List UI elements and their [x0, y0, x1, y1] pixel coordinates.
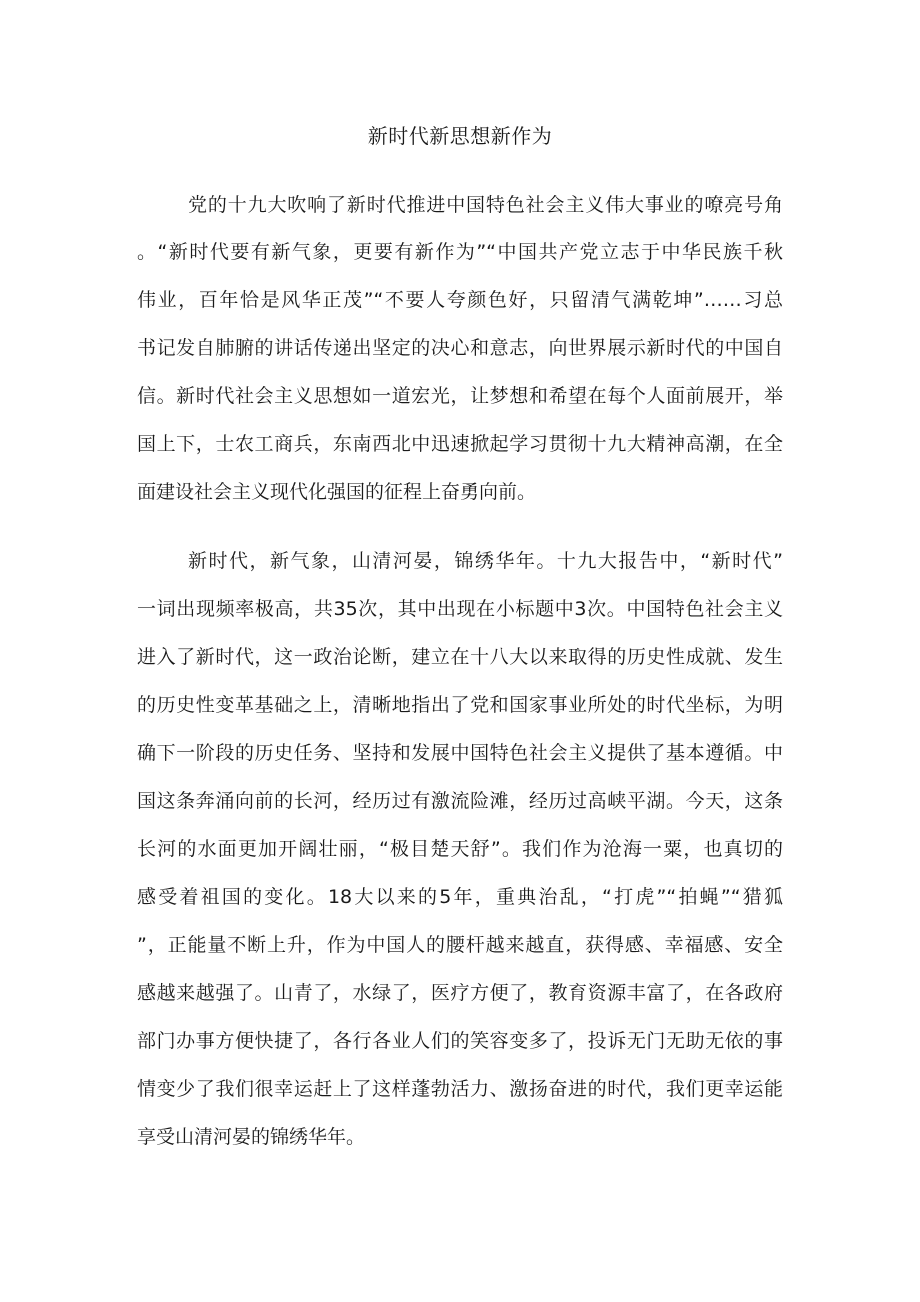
- paragraph-1-line: 书记发自肺腑的讲话传递出坚定的决心和意志，向世界展示新时代的中国自: [137, 337, 783, 359]
- document-title: 新时代新思想新作为: [367, 124, 553, 148]
- paragraph-2-line: 享受山清河晏的锦绣华年。: [137, 1126, 366, 1148]
- paragraph-2-line: 情变少了我们很幸运赶上了这样蓬勃活力、激扬奋进的时代，我们更幸运能: [137, 1078, 783, 1100]
- paragraph-2-line: 感越来越强了。山青了，水绿了，医疗方便了，教育资源丰富了，在各政府: [137, 982, 783, 1004]
- paragraph-2-line: 感受着祖国的变化。18大以来的5年，重典治乱，“打虎”“拍蝇”“猎狐: [137, 886, 783, 908]
- paragraph-1-line: 。“新时代要有新气象，更要有新作为”“中国共产党立志于中华民族千秋: [137, 241, 783, 263]
- paragraph-1-line: 党的十九大吹响了新时代推进中国特色社会主义伟大事业的嘹亮号角: [188, 194, 783, 216]
- paragraph-1-line: 信。新时代社会主义思想如一道宏光，让梦想和希望在每个人面前展开，举: [137, 385, 783, 407]
- paragraph-2-line: 进入了新时代，这一政治论断，建立在十八大以来取得的历史性成就、发生: [137, 646, 783, 668]
- paragraph-1-line: 面建设社会主义现代化强国的征程上奋勇向前。: [137, 481, 537, 503]
- paragraph-2-line: 长河的水面更加开阔壮丽，“极目楚天舒”。我们作为沧海一粟，也真切的: [137, 838, 783, 860]
- paragraph-2-line: 国这条奔涌向前的长河，经历过有激流险滩，经历过高峡平湖。今天，这条: [137, 790, 783, 812]
- paragraph-1-line: 国上下，士农工商兵，东南西北中迅速掀起学习贯彻十九大精神高潮，在全: [137, 433, 783, 455]
- paragraph-1-line: 伟业，百年恰是风华正茂”“不要人夸颜色好，只留清气满乾坤”……习总: [137, 289, 783, 311]
- paragraph-2-line: 一词出现频率极高，共35次，其中出现在小标题中3次。中国特色社会主义: [137, 598, 783, 620]
- paragraph-2-line: ”，正能量不断上升，作为中国人的腰杆越来越直，获得感、幸福感、安全: [137, 934, 783, 956]
- paragraph-2-line: 的历史性变革基础之上，清晰地指出了党和国家事业所处的时代坐标，为明: [137, 694, 783, 716]
- paragraph-2-line: 确下一阶段的历史任务、坚持和发展中国特色社会主义提供了基本遵循。中: [137, 742, 783, 764]
- paragraph-2-line: 部门办事方便快捷了，各行各业人们的笑容变多了，投诉无门无助无依的事: [137, 1030, 783, 1052]
- paragraph-2-line: 新时代，新气象，山清河晏，锦绣华年。十九大报告中，“新时代”: [188, 550, 783, 572]
